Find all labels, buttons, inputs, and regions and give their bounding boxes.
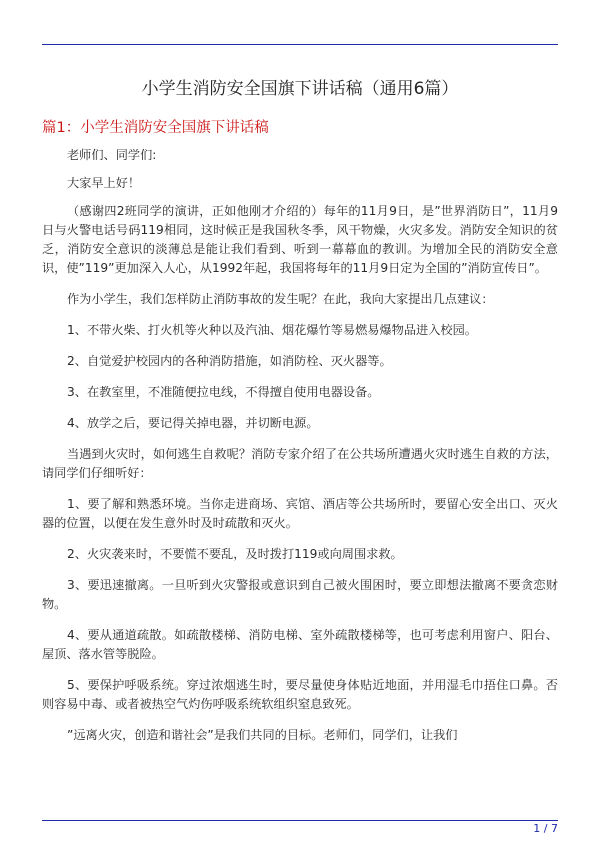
footer-rule (42, 820, 558, 821)
paragraph: 老师们、同学们: (67, 148, 157, 162)
paragraph: 大家早上好！ (67, 176, 141, 190)
paragraph: 当遇到火灾时，如何逃生自救呢？消防专家介绍了在公共场所遭遇火灾时逃生自救的方法，请同学们仔细听好： (42, 447, 558, 480)
list-item: 3、在教室里，不准随便拉电线，不得擅自使用电器设备。 (67, 385, 380, 399)
page-number: 1 / 7 (533, 822, 558, 835)
document-body (42, 146, 558, 757)
list-item: 2、火灾袭来时，不要慌不要乱，及时拨打119或向周围求救。 (67, 547, 403, 561)
list-item: 1、不带火柴、打火机等火种以及汽油、烟花爆竹等易燃易爆物品进入校园。 (67, 323, 477, 337)
section-heading: 篇1：小学生消防安全国旗下讲话稿 (42, 120, 269, 136)
list-item: 5、要保护呼吸系统。穿过浓烟逃生时，要尽量使身体贴近地面，并用湿毛巾捂住口鼻。否则容易中毒、或者被热空气灼伤呼吸系统软组织窒息致死。 (42, 678, 558, 711)
paragraph: 作为小学生，我们怎样防止消防事故的发生呢？在此，我向大家提出几点建议： (67, 292, 494, 306)
list-item: 4、要从通道疏散。如疏散楼梯、消防电梯、室外疏散楼梯等，也可考虑利用窗户、阳台、屋顶、落水管等脱险。 (42, 628, 558, 661)
list-item: 1、要了解和熟悉环境。当你走进商场、宾馆、酒店等公共场所时，要留心安全出口、灭火器的位置，以便在发生意外时及时疏散和灭火。 (42, 497, 558, 530)
list-item: 3、要迅速撤离。一旦听到火灾警报或意识到自己被火围困时，要立即想法撤离不要贪恋财物。 (42, 578, 558, 611)
list-item: 4、放学之后，要记得关掉电器，并切断电源。 (67, 416, 319, 430)
paragraph: ”远离火灾，创造和谐社会”是我们共同的目标。老师们，同学们，让我们 (67, 728, 458, 742)
list-item: 2、自觉爱护校园内的各种消防措施，如消防栓、灭火器等。 (67, 354, 392, 368)
header-rule (42, 44, 558, 45)
paragraph: （感谢四2班同学的演讲，正如他刚才介绍的）每年的11月9日，是”世界消防日”，11月9日与火警电话号码119相同，这时候正是我国秋冬季，风干物燥，火灾多发。消防安全知识的贫乏，消防安全意识的淡薄总是能让我们看到、听到一幕幕血的教训。为增加全民的消防安全意识，使”119”更加深入人心，从1992年起，我国将每年的11月9日定为全国的”消防宣传日”。 (42, 204, 558, 275)
document-title: 小学生消防安全国旗下讲话稿（通用6篇） (141, 79, 459, 99)
